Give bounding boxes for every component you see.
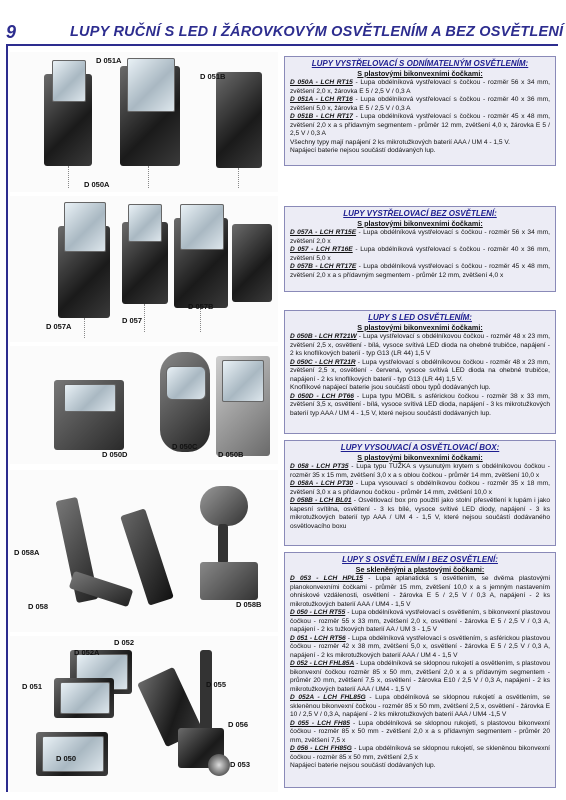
product-code: D 051 - LCH RT56 bbox=[290, 634, 346, 642]
product-description: - Osvětlovací box pro použití jako stolní přesvětlení k lupám i jako kapesní svítilna, osvětlení - 3 ks bílé, vysoce svítivé LED diody, napájení - 3 ks mikrotužkových baterií typ AAA / UM 4 - 1,5 V, které nejsou součástí dodávaného osvětlovacího boxu bbox=[290, 497, 550, 530]
panel-title: LUPY VYSTŘELOVACÍ BEZ OSVĚTLENÍ: bbox=[343, 209, 497, 218]
product-entry bbox=[290, 384, 550, 393]
product-description: - Lupa obdélníková vystřelovací s čočkou - rozměr 40 x 36 mm, zvětšení 5,0 x bbox=[290, 246, 550, 262]
label-d050c: D 050C bbox=[172, 442, 198, 451]
label-d058a: D 058A bbox=[14, 548, 40, 557]
product-code: D 058A - LCH PT30 bbox=[290, 480, 354, 487]
label-d058: D 058 bbox=[28, 602, 49, 611]
product-description: - Lupa obdélníková vystřelovací s čočkou - rozměr 45 x 48 mm, zvětšení 2,0 x a s přídavným segmentem - průměr 12 mm, zvětšení 4,0 x, žárovka E 5 / 2,5 V / 0,3 A bbox=[290, 113, 550, 137]
label-d057b: D 057B bbox=[188, 302, 214, 311]
product-code: D 057B - LCH RT17E bbox=[290, 263, 357, 270]
label-d050b: D 050B bbox=[218, 450, 244, 459]
product-code: D 050B - LCH RT21W bbox=[290, 333, 357, 340]
product-entry bbox=[290, 79, 550, 96]
panel-subtitle: S plastovými bikonvexními čočkami: bbox=[357, 68, 483, 78]
panel-note: Všechny typy mají napájení 2 ks mikrotužkových baterií AAA / UM 4 - 1,5 V. bbox=[290, 138, 511, 146]
product-description: - Lupa obdélníková vystřelovací s čočkou - rozměr 45 x 48 mm, zvětšení 2,0 x a s přídavným segmentem - průměr 12 mm, zvětšení 4,0 x bbox=[290, 263, 550, 279]
label-d050: D 050 bbox=[56, 754, 77, 763]
label-d051b: D 051B bbox=[200, 72, 226, 81]
product-description: - Lupa vysouvací s obdélníkovou čočkou - rozměr 35 x 18 mm, zvětšení 3,0 x a s přídavnou čočkou - průměr 14 mm, zvětšení 10,0 x bbox=[290, 480, 551, 496]
product-entry bbox=[290, 263, 550, 280]
panel-note: Napájecí baterie nejsou součástí dodávaných lup. bbox=[290, 762, 436, 769]
product-code: D 055 - LCH FH85 bbox=[290, 719, 350, 727]
product-photo-d058 bbox=[10, 470, 278, 632]
label-d051: D 051 bbox=[22, 682, 43, 691]
label-d055: D 055 bbox=[206, 680, 227, 689]
product-description: Knoflíkové napájecí baterie jsou součástí obou typů dodávaných lup. bbox=[290, 384, 491, 391]
product-entry bbox=[290, 694, 550, 720]
panel-vysouvaci-box bbox=[284, 440, 556, 546]
product-photo-d050-d056 bbox=[10, 636, 278, 792]
label-d057: D 057 bbox=[122, 316, 143, 325]
product-description: - Lupa obdélníková vystřelovací s čočkou - rozměr 56 x 34 mm, zvětšení 2,0 x, žárovka E 5 / 2,5 V / 0,3 A bbox=[290, 79, 550, 95]
product-code: D 051A - LCH RT16 bbox=[290, 96, 353, 103]
product-code: D 058B - LCH BL01 bbox=[290, 497, 352, 504]
panel-led-osvetleni bbox=[284, 310, 556, 434]
product-code: D 052 - LCH FHL85A bbox=[290, 660, 355, 667]
product-description: - Lupa typu MOBIL s asférickou čočkou - rozměr 38 x 33 mm, zvětšení 3,5 x, osvětlení - bílá, vysoce svítivá LED dioda, napájení - 3 ks mikrotužkových baterií typ AAA / UM 4 - 1,5 V, které nejsou součástí dodávaných lup. bbox=[290, 392, 550, 417]
label-d056: D 056 bbox=[228, 720, 249, 729]
product-photo-d051 bbox=[10, 52, 278, 192]
product-description: - Lupa obdélníková vystřelovací s osvětlením, s asférickou plastovou čočkou - rozměr 42 x 38 mm, zvětšení 5,0 x, osvětlení - žárovka E 5 / 2,5 V / 0,3 A, napájení - 2 ks mikrotužkových baterií AAA / UM 4 - 1,5 V bbox=[290, 634, 550, 659]
page-title: LUPY RUČNÍ S LED I ŽÁROVKOVÝM OSVĚTLENÍM A BEZ OSVĚTLENÍ bbox=[70, 24, 564, 40]
product-entry bbox=[290, 333, 550, 359]
label-d052: D 052 bbox=[114, 638, 135, 647]
panel-osvetleni-i-bez bbox=[284, 552, 556, 788]
product-description: - Lupa obdélníková se sklopnou rukojetí, s plastovou bikonvexní čočkou - rozměr 85 x 50 mm - zvětšení 2,0 x a s přídavným segmentem - průměr 20 mm, zvětšení 7,5 x bbox=[290, 719, 550, 744]
label-d057a: D 057A bbox=[46, 322, 72, 331]
product-entry bbox=[290, 575, 550, 609]
product-entry bbox=[290, 497, 550, 531]
label-d050a: D 050A bbox=[84, 180, 110, 189]
product-description: - Lupa obdélníková se sklopnou rukojetí a osvětlením, se skleněnou bikonvexní čočkou - rozměr 85 x 50 mm, zvětšení 2,5 x, osvětlení - žárovka E 10 / 2,5 V / 0,3 A, napájení - 2 ks mikrotužkových baterií AAA / UM4 -1,5 V bbox=[290, 694, 550, 718]
product-code: D 056 - LCH FH85G bbox=[290, 745, 352, 752]
product-entry bbox=[290, 393, 550, 419]
panel-vystrelovaci-bez-osvetleni bbox=[284, 206, 556, 292]
product-entry bbox=[290, 96, 550, 113]
product-entry bbox=[290, 463, 550, 480]
product-description: - Lupa typu TUŽKA s vysunutým krytem s obdélníkovou čočkou - rozměr 35 x 15 mm, zvětšení 3,0 x a s oblou čočkou - průměr 14 mm, zvětšení 10,0 x bbox=[290, 463, 550, 479]
product-entry bbox=[290, 660, 550, 694]
panel-vystrelovaci-osvetleni bbox=[284, 56, 556, 166]
product-description: - Lupa obdélníková se sklopnou rukojetí, se skleněnou bikonvexní čočkou - rozměr 85 x 50 mm, zvětšení 2,5 x bbox=[290, 745, 550, 761]
panel-note: Napájecí baterie nejsou součástí dodávaných lup. bbox=[290, 147, 436, 154]
label-d052a: D 052A bbox=[74, 648, 100, 657]
product-description: - Lupa obdélníková vystřelovací s čočkou - rozměr 56 x 34 mm, zvětšení 2,0 x bbox=[290, 229, 550, 245]
product-code: D 057A - LCH RT15E bbox=[290, 229, 357, 236]
label-d051a: D 051A bbox=[96, 56, 122, 65]
product-photo-d057 bbox=[10, 196, 278, 342]
label-d053: D 053 bbox=[230, 760, 251, 769]
product-entry bbox=[290, 720, 550, 746]
product-description: - Lupa aplanatická s osvětlením, se dvěma plastovými planokonvexními čočkami - průměr 15 mm, zvětšení 10,0 x a s jemným nastavením ohniskové vzdálenosti, osvětlení - žárovka E 5 / 2,5 V / 0,3 A, napájení - 2 ks mikrotužkových baterií AAA / UM4 - 1,5 V bbox=[290, 575, 550, 608]
label-d050d: D 050D bbox=[102, 450, 128, 459]
product-code: D 053 - LCH HPL15 bbox=[290, 575, 363, 582]
panel-title: LUPY VYSOUVACÍ A OSVĚTLOVACÍ BOX: bbox=[340, 443, 500, 452]
product-description: - Lupa obdélníková vystřelovací s osvětlením, s bikonvexní plastovou čočkou - rozměr 55 x 33 mm, zvětšení 2,0 x, osvětlení - žárovka E 5 / 2,5 V / 0,3 A, napájení - 2 ks tužkových baterií AA / UM 3 - 1,5 V bbox=[290, 609, 550, 633]
panel-subtitle: Se skleněnými a plastovými čočkami: bbox=[355, 564, 485, 574]
product-code: D 050C - LCH RT21R bbox=[290, 358, 356, 366]
panel-subtitle: S plastovými bikonvexními čočkami: bbox=[357, 322, 483, 332]
product-entry bbox=[290, 609, 550, 635]
product-entry bbox=[290, 246, 550, 263]
label-d058b: D 058B bbox=[236, 600, 262, 609]
product-code: D 050D - LCH PT66 bbox=[290, 392, 354, 400]
title-divider bbox=[6, 44, 558, 46]
product-code: D 058 - LCH PT35 bbox=[290, 463, 349, 470]
product-entry bbox=[290, 745, 550, 762]
product-entry bbox=[290, 359, 550, 385]
panel-subtitle: S plastovými bikonvexními čočkami: bbox=[357, 452, 483, 462]
product-entry bbox=[290, 635, 550, 661]
panel-title: LUPY S OSVĚTLENÍM I BEZ OSVĚTLENÍ: bbox=[342, 555, 498, 564]
product-code: D 052A - LCH FHL85G bbox=[290, 694, 366, 701]
product-description: - Lupa vystřelovací s obdélníkovou čočkou - rozměr 48 x 23 mm, zvětšení 2,5 x, osvětlení - bílá, vysoce svítivá LED dioda na ohebné trubičce, napájení - 2 ks knoflíkových baterií - typ G13 (LR 44) 1,5 V bbox=[290, 333, 550, 357]
panel-title: LUPY VYSTŘELOVACÍ S ODNÍMATELNÝM OSVĚTLENÍM: bbox=[311, 59, 529, 68]
left-border bbox=[6, 44, 8, 792]
page-number: 9 bbox=[6, 22, 17, 42]
product-description: - Lupa obdélníková se sklopnou rukojetí a osvětlením, s plastovou bikonvexní čočkou rozměr 85 x 50 mm, zvětšení 2,0 x a s přídavným segmentem - průměr 20 mm, zvětšení 7,5 x, osvětlení - žárovka E10 / 2,5 V / 0,3 A, napájení - 2 ks mikrotužkových baterií AAA / UM4 - 1,5 V bbox=[290, 660, 550, 693]
product-code: D 050A - LCH RT15 bbox=[290, 79, 353, 86]
product-code: D 057 - LCH RT16E bbox=[290, 246, 353, 253]
product-entry bbox=[290, 229, 550, 246]
product-entry bbox=[290, 480, 550, 497]
product-code: D 051B - LCH RT17 bbox=[290, 113, 353, 120]
panel-title: LUPY S LED OSVĚTLENÍM: bbox=[368, 313, 472, 322]
product-description: - Lupa obdélníková vystřelovací s čočkou - rozměr 40 x 36 mm, zvětšení 5,0 x, žárovka E 5 / 2,5 V / 0,3 A bbox=[290, 96, 550, 112]
product-photo-d050-led bbox=[10, 346, 278, 464]
product-entry bbox=[290, 113, 550, 139]
product-description: - Lupa vystřelovací s obdélníkovou čočkou - rozměr 48 x 23 mm, zvětšení 2,5 x, osvětlení - červená, vysoce svítivá LED dioda na ohebné trubičce, napájení - 2 ks knoflíkových baterií - typ G13 (LR 44) 1,5 V. bbox=[290, 358, 550, 383]
product-code: D 050 - LCH RT55 bbox=[290, 609, 346, 616]
panel-subtitle: S plastovými bikonvexními čočkami: bbox=[357, 218, 483, 228]
